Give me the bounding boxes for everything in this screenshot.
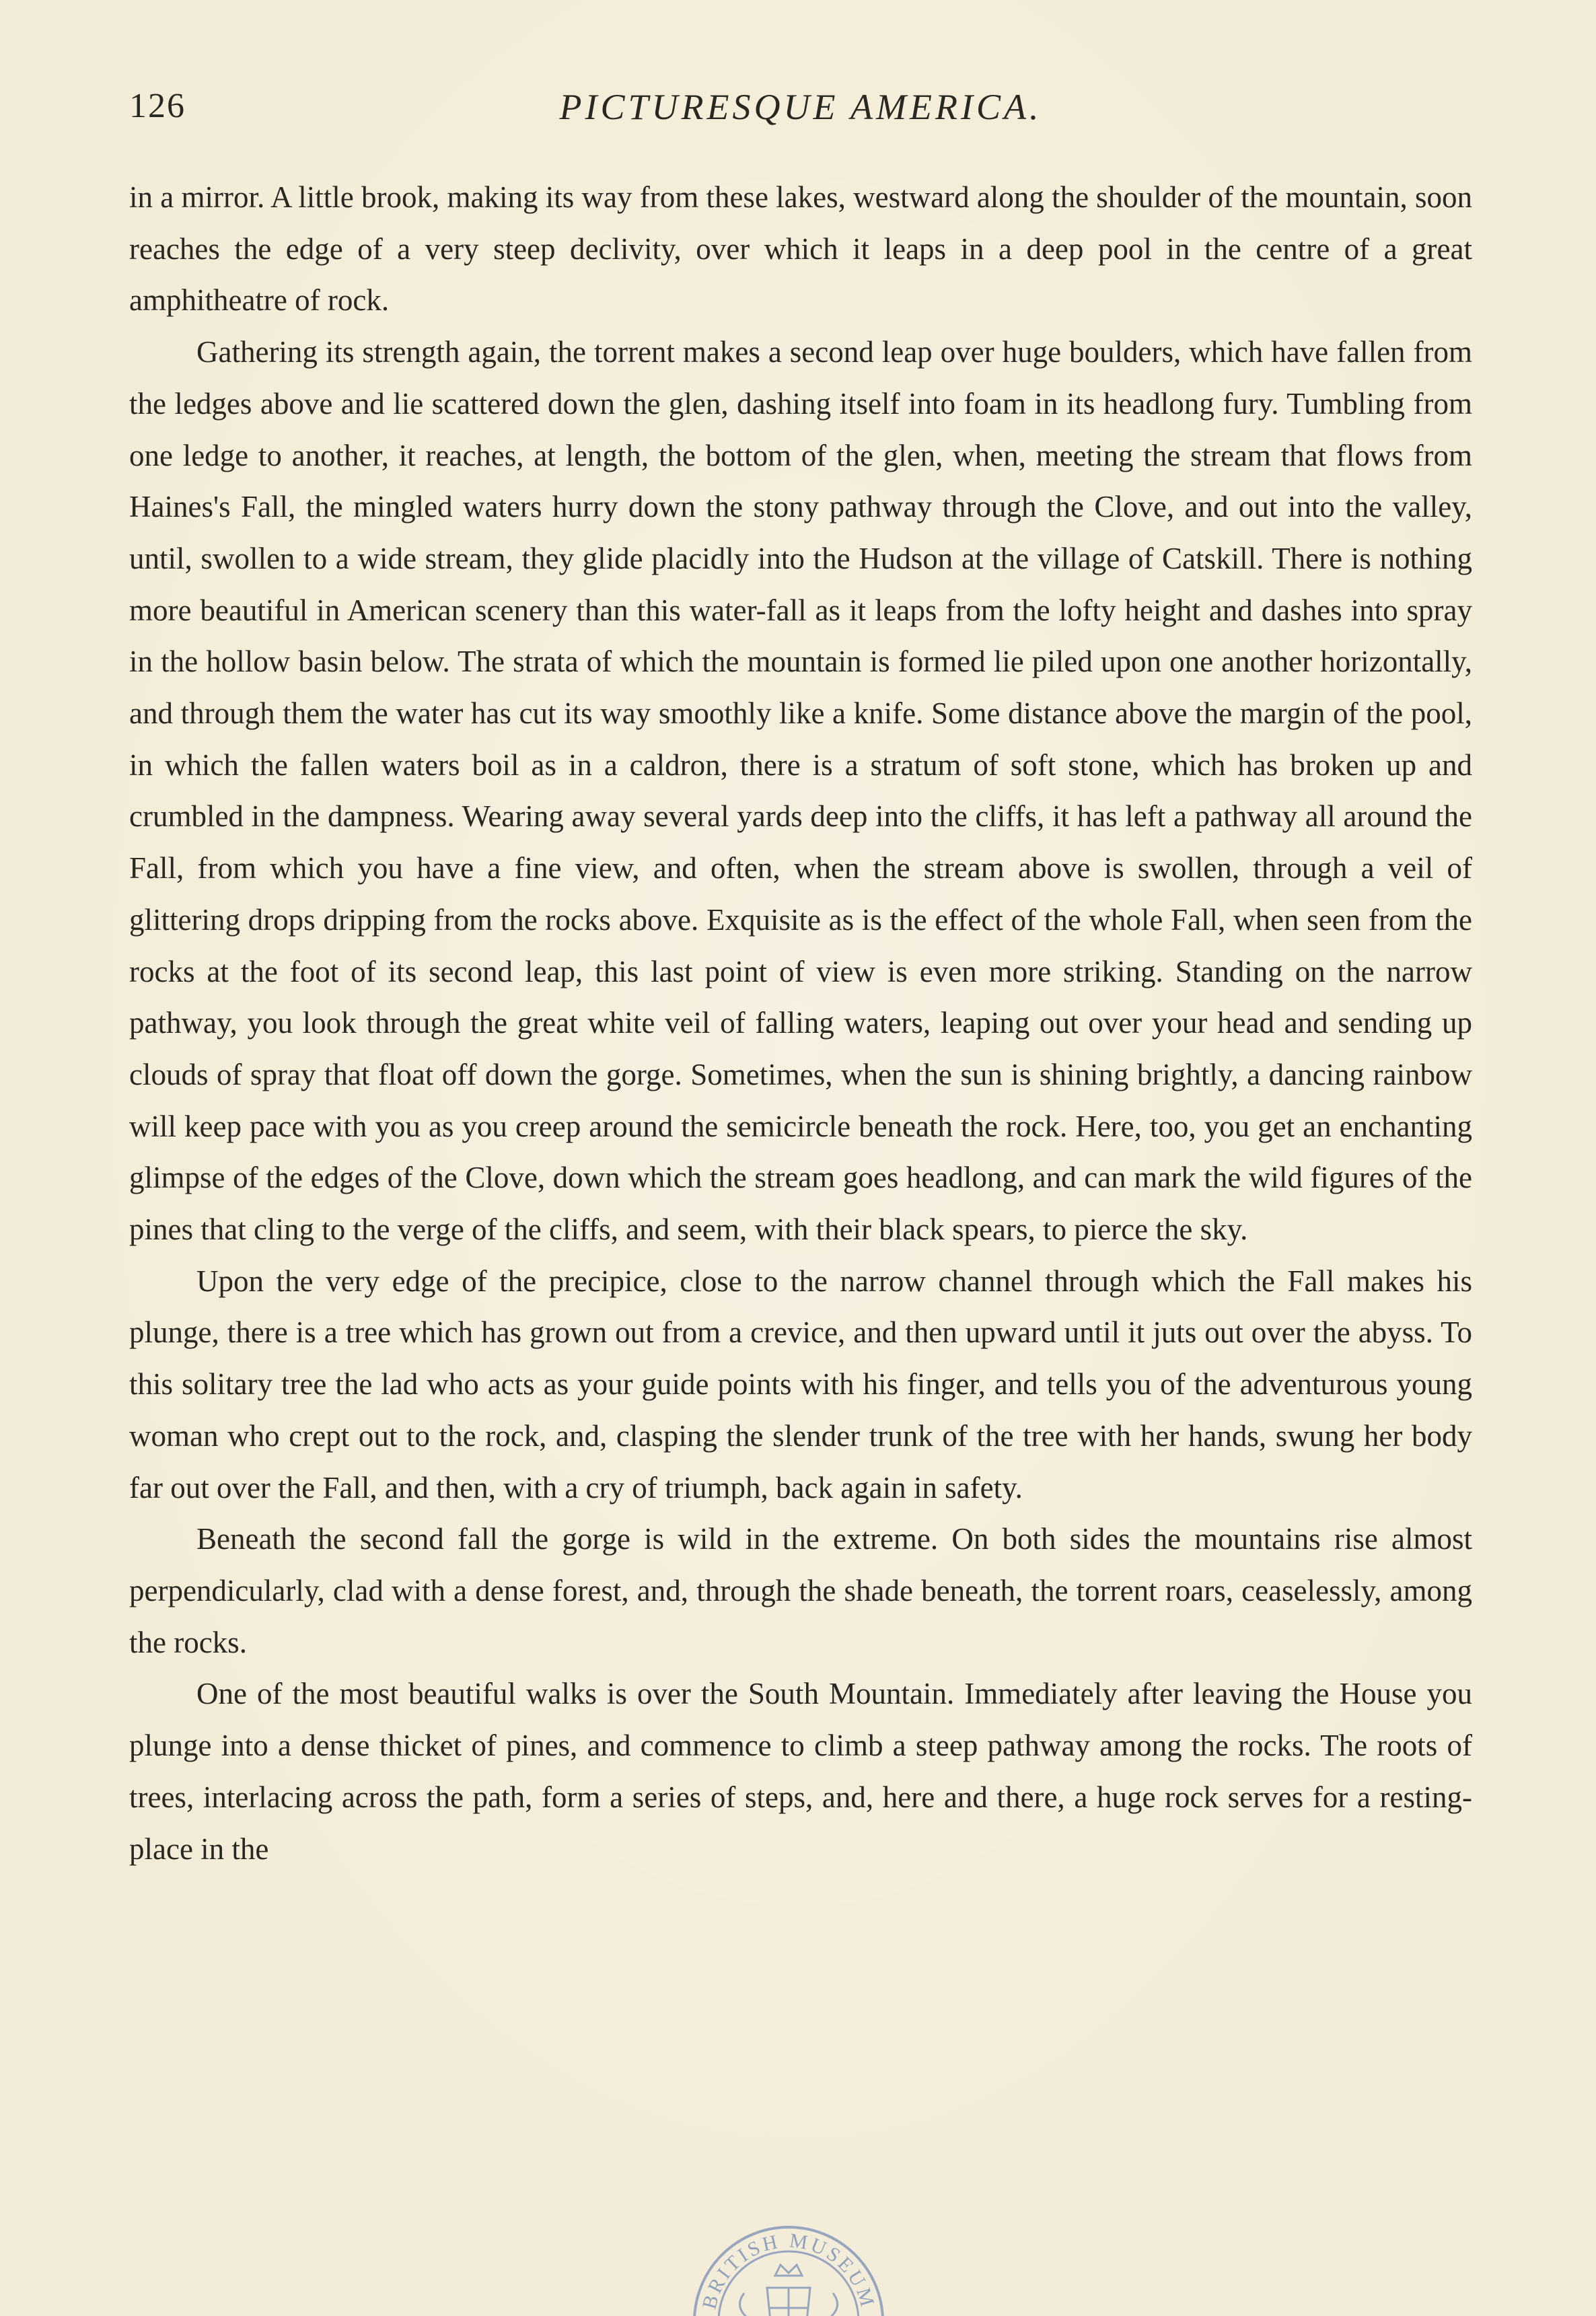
stamp-lettering: BRITISH MUSEUM <box>698 2229 879 2312</box>
paragraph-5: One of the most beautiful walks is over the South Mountain. Immediately after leaving the House you plunge into a dense thicket of pines, and commence to climb a steep pathway among the rocks. The roots of trees, interlacing across the path, form a series of steps, and, here and there, a huge rock serves for a resting-place in the <box>129 1677 1472 1866</box>
library-stamp <box>688 2220 890 2316</box>
running-head <box>129 86 1472 140</box>
paragraph-4: Beneath the second fall the gorge is wild in the extreme. On both sides the mountains rise almost perpendicularly, clad with a dense forest, and, through the shade beneath, the torrent roars, ceaselessly, among the rocks. <box>129 1522 1472 1659</box>
paragraph-2: Gathering its strength again, the torrent makes a second leap over huge boulders, which have fallen from the ledges above and lie scattered down the glen, dashing itself into foam in its headlong fury. Tumbling from one ledge to another, it reaches, at length, the bottom of the glen, when, meeting the stream that flows from Haines's Fall, the mingled waters hurry down the stony pathway through the Clove, and out into the valley, until, swollen to a wide stream, they glide placidly into the Hudson at the village of Catskill. There is nothing more beautiful in American scenery than this water-fall as it leaps from the lofty height and dashes into spray in the hollow basin below. The strata of which the mountain is formed lie piled upon one another horizontally, and through them the water has cut its way smoothly like a knife. Some distance above the margin of the pool, in which the fallen waters boil as in a caldron, there is a stratum of soft stone, which has broken up and crumbled in the dampness. Wearing away several yards deep into the cliffs, it has left a pathway all around the Fall, from which you have a fine view, and often, when the stream above is swollen, through a veil of glittering drops dripping from the rocks above. Exquisite as is the effect of the whole Fall, when seen from the rocks at the foot of its second leap, this last point of view is even more striking. Standing on the narrow pathway, you look through the great white veil of falling waters, leaping out over your head and sending up clouds of spray that float off down the gorge. Sometimes, when the sun is shining brightly, a dancing rainbow will keep pace with you as you creep around the semicircle beneath the rock. Here, too, you get an enchanting glimpse of the edges of the Clove, down which the stream goes headlong, and can mark the wild figures of the pines that cling to the verge of the cliffs, and seem, with their black spears, to pierce the sky. <box>129 335 1472 1247</box>
running-title: PICTURESQUE AMERICA. <box>559 87 1042 127</box>
page-number: 126 <box>129 87 186 125</box>
paragraph-3: Upon the very edge of the precipice, close to the narrow channel through which the Fall makes his plunge, there is a tree which has grown out from a crevice, and then upward until it juts out over the abyss. To this solitary tree the lad who acts as your guide points with his finger, and tells you of the adventurous young woman who crept out to the rock, and, clasping the slender trunk of the tree with her hands, swung her body far out over the Fall, and then, with a cry of triumph, back again in safety. <box>129 1264 1472 1505</box>
paragraph-1: in a mirror. A little brook, making its way from these lakes, westward along the shoulder of the mountain, soon reaches the edge of a very steep declivity, over which it leaps in a deep pool in the centre of a great amphitheatre of rock. <box>129 180 1472 318</box>
stamp-seal-icon <box>688 2220 890 2316</box>
body-text <box>129 172 1472 1875</box>
